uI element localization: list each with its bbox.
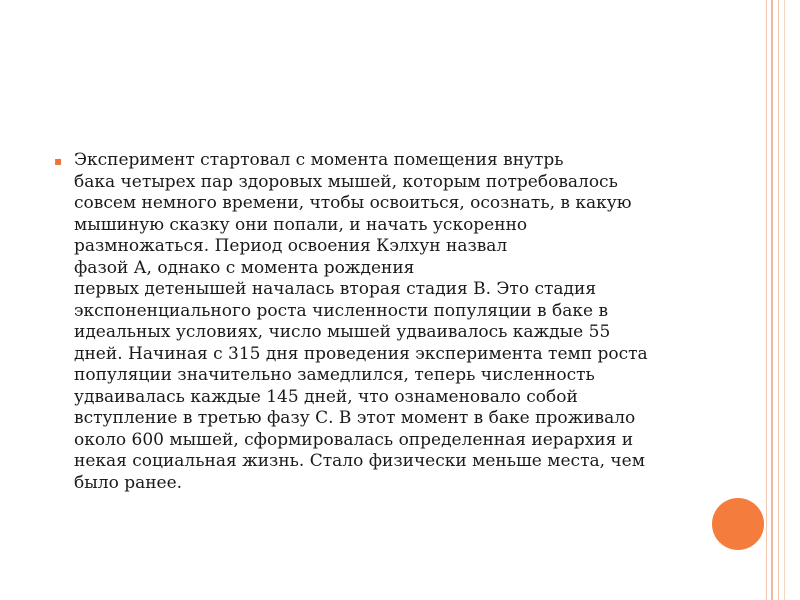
- text-line: Эксперимент стартовал с момента помещения внутрь: [74, 150, 564, 170]
- body-paragraph: [74, 150, 694, 494]
- text-line: бака четырех пар здоровых мышей, которым потребовалось: [74, 171, 618, 192]
- accent-circle: [712, 498, 764, 550]
- bullet-item: [54, 150, 694, 494]
- text-line: размножаться. Период освоения Кэлхун назвал: [74, 236, 508, 256]
- text-line: удваивалась каждые 145 дней, что ознаменовало собой: [74, 386, 578, 407]
- text-line: совсем немного времени, чтобы освоиться, осознать, в какую: [74, 193, 632, 213]
- frame-line: [784, 0, 785, 600]
- text-line: фазой А, однако с момента рождения: [74, 257, 415, 278]
- text-line: было ранее.: [74, 472, 183, 493]
- text-line: вступление в третью фазу С. В этот момент в баке проживало: [74, 408, 636, 428]
- text-line: популяции значительно замедлился, теперь численность: [74, 365, 595, 385]
- text-line: первых детенышей началась вторая стадия B. Это стадия: [74, 279, 597, 299]
- text-line: около 600 мышей, сформировалась определенная иерархия и: [74, 429, 634, 450]
- bullet-icon: ▪: [54, 154, 63, 168]
- text-line: дней. Начиная с 315 дня проведения эксперимента темп роста: [74, 343, 648, 364]
- frame-line: [778, 0, 779, 600]
- text-line: некая социальная жизнь. Стало физически меньше места, чем: [74, 451, 645, 471]
- slide-content: [54, 150, 694, 494]
- frame-line: [766, 0, 767, 600]
- text-line: мышиную сказку они попали, и начать ускоренно: [74, 214, 528, 235]
- frame-line: [771, 0, 773, 600]
- text-line: идеальных условиях, число мышей удваивалось каждые 55: [74, 322, 611, 342]
- text-line: экспоненциального роста численности популяции в баке в: [74, 300, 609, 321]
